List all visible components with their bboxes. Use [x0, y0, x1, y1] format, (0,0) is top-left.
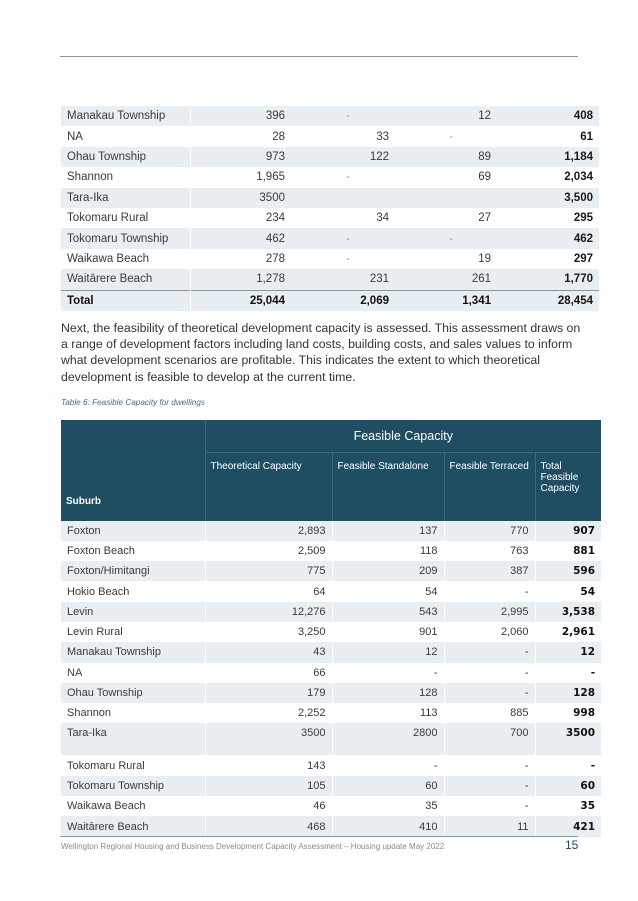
table-cell-theoretical: 66 — [205, 663, 332, 683]
table-cell: 231 — [293, 269, 397, 290]
table-cell-total: 3,538 — [535, 602, 601, 622]
table-cell-theoretical: 775 — [205, 561, 332, 581]
table-cell: 408 — [499, 106, 599, 126]
table-row — [61, 106, 599, 126]
table-cell-standalone: 113 — [332, 703, 444, 723]
group-header: Feasible Capacity — [205, 420, 601, 453]
table-cell: 2,069 — [293, 290, 397, 311]
table-cell-standalone: 137 — [332, 521, 444, 541]
table-cell-terraced: - — [444, 755, 535, 775]
table-cell-suburb: Manakau Township — [61, 642, 205, 662]
table-cell: - — [449, 130, 453, 143]
table-row — [61, 642, 601, 662]
table-cell: - — [346, 171, 350, 184]
table-cell-total: 35 — [535, 796, 601, 816]
table-cell-total: 12 — [535, 642, 601, 662]
table-cell-theoretical: 3,250 — [205, 622, 332, 642]
table-cell: 3500 — [191, 188, 294, 208]
footer-divider — [60, 836, 578, 837]
table-row — [61, 776, 601, 796]
table-row — [61, 249, 599, 269]
table-cell: NA — [67, 130, 83, 143]
table-cell-terraced: - — [444, 683, 535, 703]
table-row — [61, 816, 601, 836]
page-number: 15 — [565, 838, 579, 852]
body-paragraph: Next, the feasibility of theoretical development capacity is assessed. This assessment draws on a range of development factors including land costs, building costs, and sales values to inform what development scenarios are profitable. This indicates the extent to which theoretical development is feasible to develop at the current time. — [61, 321, 581, 384]
table-cell-terraced: 2,060 — [444, 622, 535, 642]
table-cell: - — [293, 106, 397, 126]
table-cell: 1,184 — [499, 147, 599, 167]
table-cell-standalone: - — [332, 663, 444, 683]
table-cell-total: 881 — [535, 541, 601, 561]
header-suburb: Suburb — [61, 453, 205, 521]
table-cell-terraced: 2,995 — [444, 602, 535, 622]
table-cell: 234 — [265, 212, 285, 225]
table-cell: Ohau Township — [61, 147, 191, 167]
table-cell: 27 — [478, 212, 491, 225]
table-row — [61, 723, 601, 755]
table-cell-total: 421 — [535, 816, 601, 836]
table-row — [61, 602, 601, 622]
table-cell-suburb: Tara-Ika — [61, 723, 205, 755]
table-cell-suburb: Ohau Township — [61, 683, 205, 703]
table-cell: 89 — [397, 147, 499, 167]
table-cell — [397, 188, 499, 208]
header-theoretical: Theoretical Capacity — [205, 453, 332, 521]
table-cell-total: 3500 — [535, 723, 601, 755]
table-row — [61, 663, 601, 683]
table-cell: 1,965 — [256, 171, 285, 184]
table-cell-suburb: NA — [67, 666, 83, 679]
table-cell-standalone: - — [332, 755, 444, 775]
table-cell-suburb: Waitārere Beach — [61, 816, 205, 836]
table-cell-theoretical: 2,252 — [205, 703, 332, 723]
table-cell-suburb: Foxton Beach — [67, 544, 135, 557]
table-cell: Shannon — [67, 171, 114, 184]
table-cell-standalone: 35 — [332, 796, 444, 816]
header-terraced: Feasible Terraced — [444, 453, 535, 521]
header-standalone: Feasible Standalone — [332, 453, 444, 521]
table-cell: Total — [61, 290, 191, 311]
table-cell-terraced: 885 — [444, 703, 535, 723]
table-cell-theoretical: 12,276 — [205, 602, 332, 622]
table-row — [61, 581, 601, 601]
table-cell-standalone: 118 — [332, 541, 444, 561]
table-cell-suburb: Levin — [61, 602, 205, 622]
table-cell-theoretical: 2,509 — [205, 541, 332, 561]
table-cell: 278 — [265, 252, 285, 265]
table-row — [61, 561, 601, 581]
table-cell-standalone: 543 — [332, 602, 444, 622]
table-cell-standalone: 901 — [332, 622, 444, 642]
table-cell: 1,770 — [499, 269, 599, 290]
table-cell-standalone: 54 — [332, 581, 444, 601]
table-cell-suburb: Tokomaru Township — [61, 776, 205, 796]
table-cell: 462 — [499, 228, 599, 248]
table-cell-total: 60 — [535, 776, 601, 796]
table-cell-terraced: - — [444, 581, 535, 601]
table-cell-standalone: 209 — [332, 561, 444, 581]
table-cell-standalone: 12 — [332, 642, 444, 662]
table-cell-theoretical: 3500 — [205, 723, 332, 755]
table-row — [61, 755, 601, 775]
table-cell: 2,034 — [564, 171, 593, 184]
table-cell: 33 — [376, 130, 389, 143]
table-cell-terraced: - — [444, 776, 535, 796]
table-cell: Tokomaru Township — [61, 228, 191, 248]
table-row — [61, 208, 599, 228]
table-cell-terraced: - — [444, 642, 535, 662]
table-cell-terraced: 11 — [444, 816, 535, 836]
table-row — [61, 622, 601, 642]
table-cell-theoretical: 64 — [205, 581, 332, 601]
table-cell — [293, 188, 397, 208]
table-cell: 25,044 — [191, 290, 294, 311]
table-cell: 297 — [573, 252, 593, 265]
table-cell: 1,341 — [397, 290, 499, 311]
table-cell-theoretical: 46 — [205, 796, 332, 816]
table-cell-theoretical: 105 — [205, 776, 332, 796]
table-cell-total: 128 — [535, 683, 601, 703]
table-cell-theoretical: 43 — [205, 642, 332, 662]
table-row — [61, 521, 601, 541]
table-row — [61, 796, 601, 816]
table-cell: Tara-Ika — [61, 188, 191, 208]
table-cell: 12 — [397, 106, 499, 126]
table-row — [61, 126, 599, 146]
footer-text: Wellington Regional Housing and Business Development Capacity Assessment – Housing update May 2022 — [61, 842, 445, 851]
table-row — [61, 228, 599, 248]
total-row — [61, 290, 599, 311]
table-cell-suburb: Levin Rural — [67, 626, 123, 639]
table-cell: Waikawa Beach — [67, 252, 150, 265]
table-cell-total: 998 — [535, 703, 601, 723]
table-row — [61, 541, 601, 561]
table-cell: 295 — [573, 212, 593, 225]
table-cell: 28 — [272, 130, 285, 143]
table-cell-standalone: 128 — [332, 683, 444, 703]
table-cell-total: 907 — [535, 521, 601, 541]
table-caption: Table 6: Feasible Capacity for dwellings — [61, 398, 205, 407]
table-cell-terraced: 770 — [444, 521, 535, 541]
table-cell: Tokomaru Rural — [67, 212, 149, 225]
table-cell-suburb: Foxton/Himitangi — [61, 561, 205, 581]
table-cell: 1,278 — [191, 269, 294, 290]
table-cell: - — [346, 252, 350, 265]
table-cell: 34 — [376, 212, 389, 225]
table-cell: 973 — [191, 147, 294, 167]
table-cell-theoretical: 179 — [205, 683, 332, 703]
table-cell: 122 — [293, 147, 397, 167]
table-cell-suburb: Tokomaru Rural — [67, 759, 145, 772]
table-cell-terraced: - — [444, 796, 535, 816]
table-cell-suburb: Shannon — [67, 707, 112, 720]
top-divider — [60, 56, 578, 57]
table-cell-theoretical: 143 — [205, 755, 332, 775]
table-cell-total: - — [535, 755, 601, 775]
table-cell-standalone: 60 — [332, 776, 444, 796]
table-cell-total: 596 — [535, 561, 601, 581]
table-cell: 61 — [580, 130, 593, 143]
table-cell: - — [397, 228, 499, 248]
table-cell-total: 54 — [535, 581, 601, 601]
table-row — [61, 147, 599, 167]
table-cell: Manakau Township — [61, 106, 191, 126]
table-cell-suburb: Waikawa Beach — [67, 800, 146, 813]
table-row — [61, 167, 599, 187]
table-cell-total: 2,961 — [535, 622, 601, 642]
table-cell: 261 — [397, 269, 499, 290]
feasible-capacity-table — [61, 420, 601, 837]
table-row — [61, 188, 599, 208]
table-cell-theoretical: 468 — [205, 816, 332, 836]
table-cell: 19 — [478, 252, 491, 265]
table-cell: 3,500 — [499, 188, 599, 208]
table-cell: 69 — [478, 171, 491, 184]
table-cell-standalone: 410 — [332, 816, 444, 836]
table-cell: 396 — [191, 106, 294, 126]
capacity-table-continued — [61, 106, 599, 311]
table-cell-suburb: Foxton — [61, 521, 205, 541]
header-blank — [61, 420, 205, 453]
table-cell-terraced: - — [444, 663, 535, 683]
table-cell-total: - — [535, 663, 601, 683]
table-row — [61, 703, 601, 723]
table-cell-terraced: 700 — [444, 723, 535, 755]
header-total: Total Feasible Capacity — [535, 453, 601, 521]
table-row — [61, 683, 601, 703]
table-cell: - — [293, 228, 397, 248]
table-cell-standalone: 2800 — [332, 723, 444, 755]
table-cell: Waitārere Beach — [61, 269, 191, 290]
table-cell-terraced: 763 — [444, 541, 535, 561]
table-cell: 28,454 — [499, 290, 599, 311]
table-cell-terraced: 387 — [444, 561, 535, 581]
table-cell: 462 — [191, 228, 294, 248]
table-cell-suburb: Hokio Beach — [67, 585, 130, 598]
table-cell-theoretical: 2,893 — [205, 521, 332, 541]
table-row — [61, 269, 599, 290]
